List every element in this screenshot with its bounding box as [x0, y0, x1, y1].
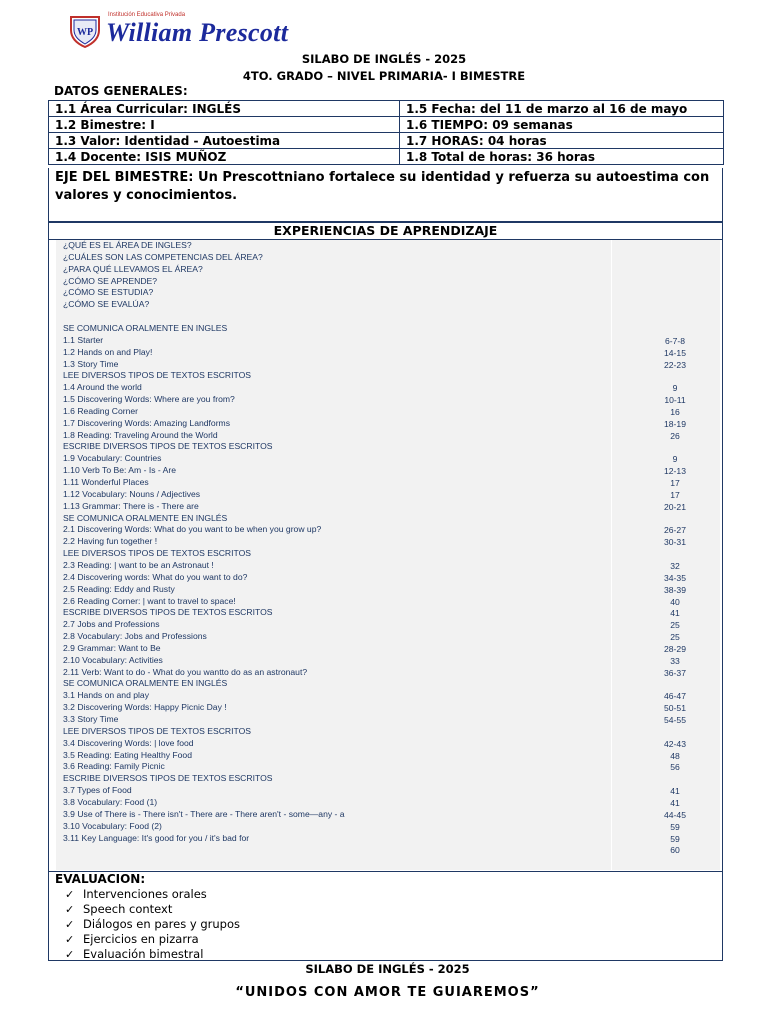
- eje-text: Un Prescottniano fortalece su identidad y refuerza su autoestima con valores y conocimientos.: [55, 170, 710, 203]
- list-item: ¿CÓMO SE APRENDE?: [63, 275, 158, 286]
- list-item: 1.12 Vocabulary: Nouns / Adjectives: [63, 488, 201, 499]
- page-number: 17: [670, 478, 680, 488]
- checkmark-icon: ✓: [65, 948, 75, 961]
- list-item: ESCRIBE DIVERSOS TIPOS DE TEXTOS ESCRITOS: [63, 607, 273, 618]
- evaluacion-item: [65, 887, 207, 901]
- list-item: 2.7 Jobs and Professions: [63, 619, 160, 630]
- page-number: 59: [670, 833, 680, 844]
- table-cell: 1.7 HORAS: 04 horas: [400, 133, 724, 149]
- eje-label: EJE DEL BIMESTRE:: [55, 170, 194, 185]
- page-number: 41: [670, 608, 680, 619]
- evaluacion-item: [65, 917, 240, 931]
- list-item: ¿CUÁLES SON LAS COMPETENCIAS DEL ÁREA?: [63, 251, 263, 262]
- footer-motto: “UNIDOS CON AMOR TE GUIAREMOS”: [235, 985, 540, 1000]
- table-cell: 1.5 Fecha: del 11 de marzo al 16 de mayo: [400, 101, 724, 117]
- general-data-table: [48, 100, 724, 165]
- page-number: 6-7-8: [664, 335, 686, 346]
- school-logo: [68, 12, 298, 52]
- list-item: 2.3 Reading: | want to be an Astronaut !: [63, 559, 214, 570]
- page-number: 48: [670, 750, 680, 761]
- list-item: 1.1 Starter: [63, 334, 104, 345]
- eje-del-bimestre: [48, 168, 723, 222]
- page-number: 42-43: [664, 738, 686, 749]
- list-item: 3.1 Hands on and play: [63, 690, 150, 701]
- table-row: [49, 117, 724, 133]
- page-number: 40: [670, 596, 680, 607]
- datos-generales-label: DATOS GENERALES:: [54, 84, 188, 98]
- page-number: 16: [670, 406, 680, 417]
- list-item: ¿QUÉ ES EL ÁREA DE INGLES?: [63, 240, 192, 250]
- page-number: 60: [670, 845, 680, 856]
- table-cell: 1.4 Docente: ISIS MUÑOZ: [49, 149, 400, 165]
- list-item: 1.11 Wonderful Places: [63, 477, 149, 487]
- page-number: 25: [670, 620, 680, 631]
- page-number: 46-47: [664, 691, 686, 702]
- page-number: 30-31: [664, 537, 686, 548]
- list-item: ESCRIBE DIVERSOS TIPOS DE TEXTOS ESCRITOS: [63, 773, 273, 784]
- table-row: [49, 149, 724, 165]
- checkmark-icon: ✓: [65, 903, 75, 916]
- evaluacion-item-label: Diálogos en pares y grupos: [83, 917, 240, 931]
- page-number: 12-13: [664, 466, 686, 477]
- list-item: 1.4 Around the world: [63, 382, 142, 393]
- document-subtitle: 4TO. GRADO – NIVEL PRIMARIA- I BIMESTRE: [242, 69, 526, 83]
- table-cell: 1.2 Bimestre: I: [49, 117, 400, 133]
- page-number: 34-35: [664, 572, 686, 583]
- list-item: 1.5 Discovering Words: Where are you from?: [63, 394, 235, 405]
- list-item: 3.10 Vocabulary: Food (2): [63, 820, 162, 831]
- list-item: 2.11 Verb: Want to do - What do you wantto do as an astronaut?: [63, 666, 308, 677]
- list-item: 3.5 Reading: Eating Healthy Food: [63, 749, 192, 760]
- list-item: 3.6 Reading: Family Picnic: [63, 761, 165, 772]
- list-item: ¿PARA QUÉ LLEVAMOS EL ÁREA?: [63, 263, 203, 274]
- list-item: SE COMUNICA ORALMENTE EN INGLÉS: [63, 678, 228, 689]
- table-row: [49, 101, 724, 117]
- list-item: 2.10 Vocabulary: Activities: [63, 654, 163, 665]
- document-title: SILABO DE INGLÉS - 2025: [301, 52, 467, 66]
- experiencias-list: [48, 240, 723, 872]
- list-item: 1.7 Discovering Words: Amazing Landforms: [63, 417, 231, 428]
- checkmark-icon: ✓: [65, 933, 75, 946]
- list-item: 2.5 Reading: Eddy and Rusty: [63, 583, 175, 594]
- page-number: 10-11: [664, 395, 686, 406]
- page-number: 41: [670, 797, 680, 808]
- list-item: 3.8 Vocabulary: Food (1): [63, 796, 158, 807]
- list-item: SE COMUNICA ORALMENTE EN INGLÉS: [63, 512, 228, 523]
- table-cell: 1.8 Total de horas: 36 horas: [400, 149, 724, 165]
- page-number: 56: [670, 762, 680, 773]
- table-cell: 1.3 Valor: Identidad - Autoestima: [49, 133, 400, 149]
- evaluacion-item-label: Ejercicios en pizarra: [83, 932, 199, 946]
- footer-title: SILABO DE INGLÉS - 2025: [305, 962, 470, 976]
- evaluacion-item: [65, 947, 203, 961]
- table-cell: 1.1 Área Curricular: INGLÉS: [49, 101, 400, 117]
- page-number: 54-55: [664, 715, 686, 725]
- list-item: 1.6 Reading Corner: [63, 405, 139, 416]
- page-number: 38-39: [664, 584, 686, 595]
- list-item: 2.1 Discovering Words: What do you want to be when you grow up?: [63, 524, 322, 535]
- page-number: 22-23: [664, 359, 686, 370]
- list-item: 1.13 Grammar: There is - There are: [63, 500, 199, 511]
- list-item: 1.9 Vocabulary: Countries: [63, 453, 162, 464]
- school-name: William Prescott: [106, 18, 289, 47]
- list-item: 3.11 Key Language: It's good for you / it's bad for: [63, 832, 250, 843]
- list-item: ESCRIBE DIVERSOS TIPOS DE TEXTOS ESCRITOS: [63, 441, 273, 452]
- page-number: 28-29: [664, 643, 686, 654]
- table-cell: 1.6 TIEMPO: 09 semanas: [400, 117, 724, 133]
- list-item: 3.3 Story Time: [63, 714, 119, 724]
- list-item: SE COMUNICA ORALMENTE EN INGLES: [63, 322, 228, 333]
- list-item: 1.2 Hands on and Play!: [63, 346, 153, 357]
- page-number: 32: [670, 560, 680, 571]
- list-item: LEE DIVERSOS TIPOS DE TEXTOS ESCRITOS: [63, 370, 252, 381]
- checkmark-icon: ✓: [65, 888, 75, 901]
- page-number: 9: [672, 383, 678, 394]
- checkmark-icon: ✓: [65, 918, 75, 931]
- page-number: 25: [670, 632, 680, 643]
- list-item: 3.7 Types of Food: [63, 785, 132, 796]
- evaluacion-item-label: Evaluación bimestral: [83, 947, 204, 961]
- page-number: 36-37: [664, 667, 686, 678]
- page-number: 59: [670, 821, 680, 832]
- page-number: 50-51: [664, 703, 686, 714]
- evaluacion-item: [65, 932, 199, 946]
- evaluacion-label: EVALUACION:: [55, 872, 146, 886]
- list-item: 2.2 Having fun together !: [63, 536, 158, 547]
- institution-label: Institución Educativa Privada: [108, 12, 186, 18]
- list-item: 2.9 Grammar: Want to Be: [63, 642, 161, 653]
- page-number: 44-45: [664, 809, 686, 820]
- column-divider: [611, 240, 612, 870]
- list-item: 3.9 Use of There is - There isn't - There are - There aren't - some—any - a: [63, 808, 345, 819]
- experiencias-heading: EXPERIENCIAS DE APRENDIZAJE: [48, 222, 723, 240]
- list-item: ¿CÓMO SE ESTUDIA?: [63, 287, 154, 298]
- page-number: 20-21: [664, 501, 686, 512]
- list-item: 2.8 Vocabulary: Jobs and Professions: [63, 631, 207, 642]
- list-item: 1.8 Reading: Traveling Around the World: [63, 429, 218, 440]
- evaluacion-box: [48, 871, 723, 961]
- page-number: 41: [670, 786, 680, 797]
- list-item: LEE DIVERSOS TIPOS DE TEXTOS ESCRITOS: [63, 725, 252, 736]
- list-item: LEE DIVERSOS TIPOS DE TEXTOS ESCRITOS: [63, 548, 252, 559]
- list-item: 2.6 Reading Corner: | want to travel to space!: [63, 595, 236, 606]
- page-number: 17: [670, 489, 680, 500]
- list-item: 1.10 Verb To Be: Am - Is - Are: [63, 465, 177, 476]
- list-item: 1.3 Story Time: [63, 358, 119, 369]
- list-item: ¿CÓMO SE EVALÚA?: [63, 299, 150, 310]
- list-item: 3.4 Discovering Words: | love food: [63, 737, 194, 748]
- table-row: [49, 133, 724, 149]
- list-item: 2.4 Discovering words: What do you want to do?: [63, 571, 248, 582]
- svg-text:WP: WP: [76, 27, 94, 38]
- evaluacion-item-label: Intervenciones orales: [83, 887, 207, 901]
- page-number: 33: [670, 655, 680, 666]
- page-number: 26: [670, 430, 680, 441]
- evaluacion-item-label: Speech context: [83, 902, 173, 916]
- list-item: 3.2 Discovering Words: Happy Picnic Day !: [63, 702, 227, 713]
- evaluacion-item: [65, 902, 172, 916]
- page-number: 18-19: [664, 418, 686, 429]
- shield-crest-icon: [68, 14, 102, 48]
- page-number: 9: [672, 454, 678, 465]
- page-number: 26-27: [664, 525, 686, 536]
- page-number: 14-15: [664, 347, 686, 358]
